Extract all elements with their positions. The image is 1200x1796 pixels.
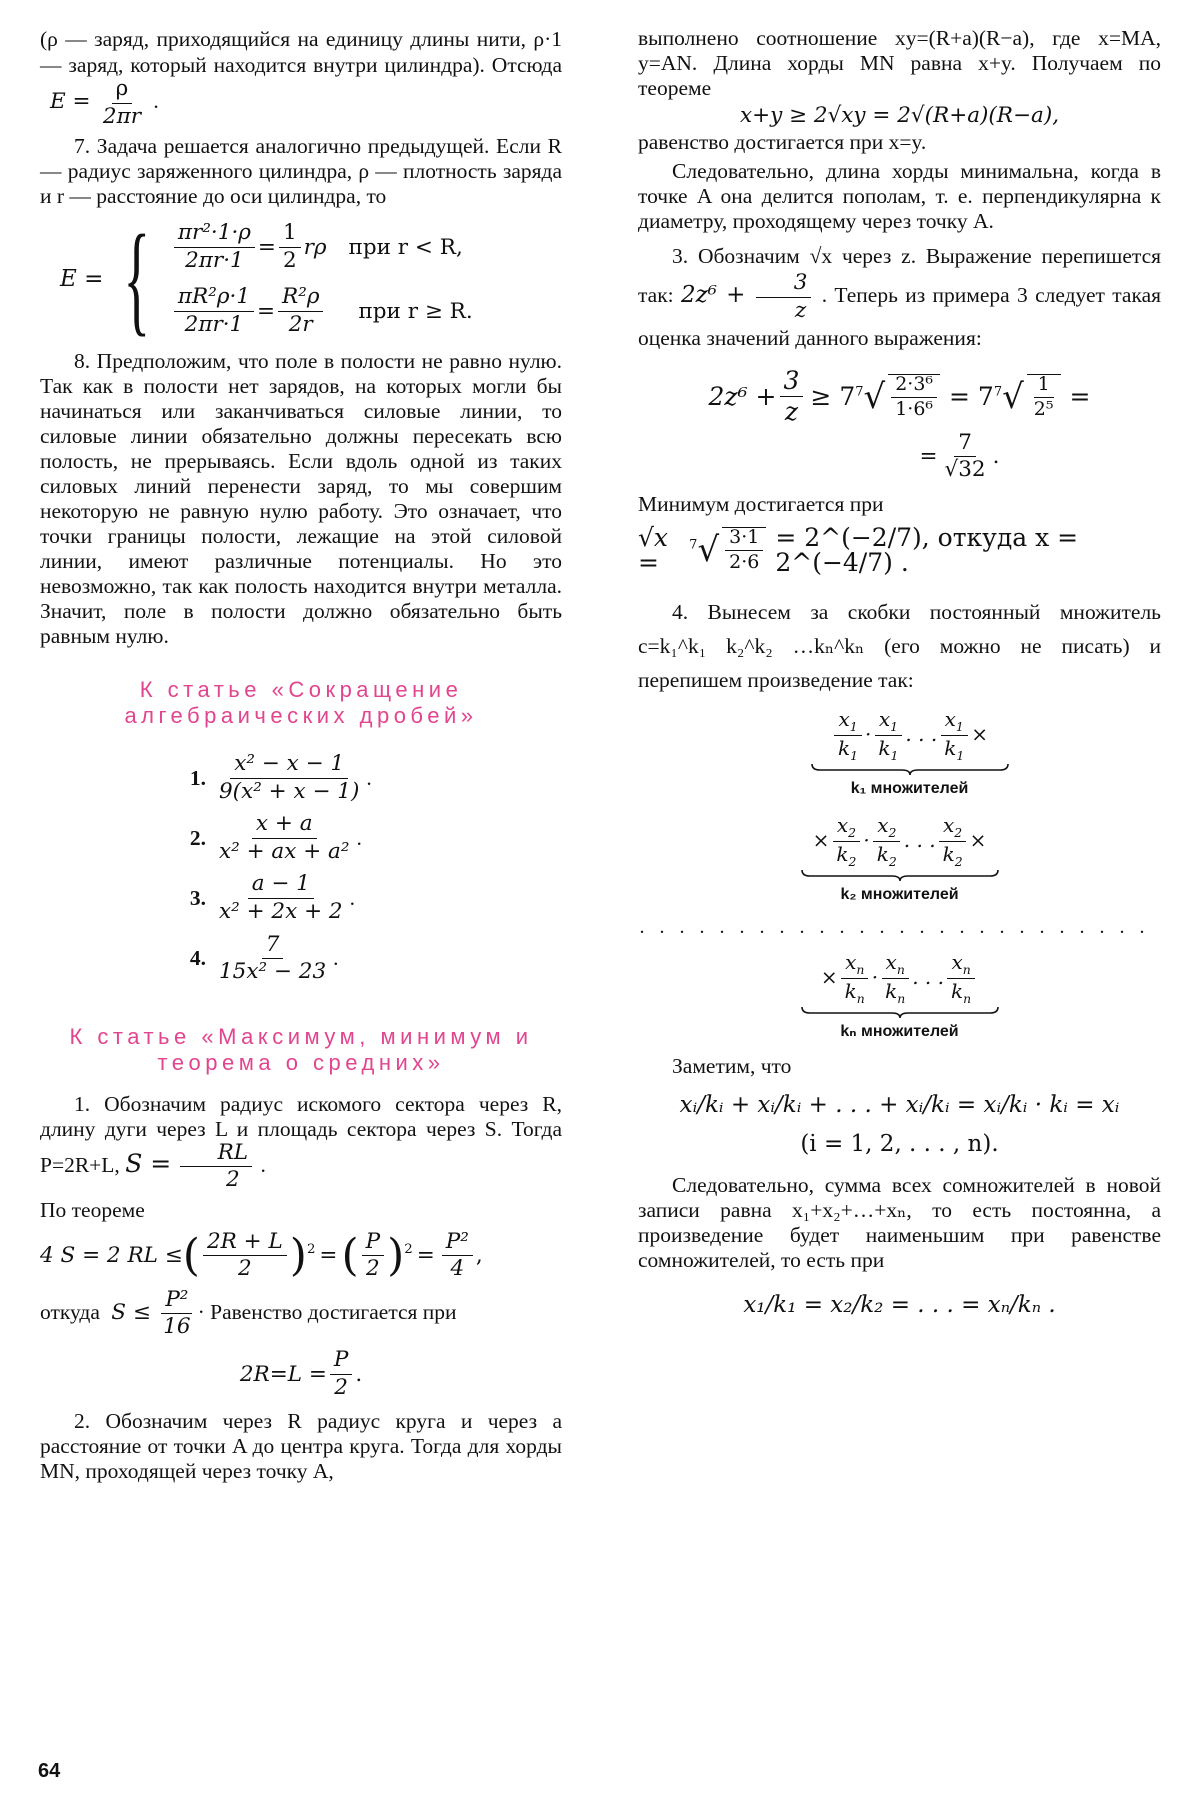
section-heading-fractions: К статье «Сокращение алгебраических дробей»: [124, 677, 478, 729]
m1-inequality: 4 S = 2 RL ≤ ( $\frac{2R + L}{2}$ ) $^2$ = ( $\frac{P}{2}$ ) $^2$ = $\frac{\text{P²}}{4}$ ,: [40, 1228, 483, 1282]
continuation-paragraph: (ρ — заряд, приходящийся на единицу длины нити, ρ·1 — заряд, который находится внутри цилиндра). Отсюда E = $\frac{\rho}{2\pi r}$ .: [40, 27, 562, 129]
answer-4: 4. $\frac{7}{\text{15x² − 23}}$ .: [189, 931, 339, 985]
r3-inequality: 2z⁶ + $\frac{3}{z}$ ≥ 7 $^7$√ $\frac{\text{2·3⁶}}{\text{1·6⁶}}$ = 7 $^7$√ $\frac{1}{\text{2⁵}}$ =: [708, 366, 1091, 427]
field-formula-fraction: $\frac{\rho}{2\pi r}$: [102, 76, 142, 129]
radical-icon: $^7$√: [689, 529, 720, 570]
dots-separator: ..........................: [639, 915, 1160, 938]
underbrace-icon: [800, 1005, 1000, 1019]
product-groups: [638, 706, 1161, 1044]
problem-7-piecewise: E = { $\frac{\text{πr²·1·ρ}}{2\pi r\cdot 1}$ = $\frac{1}{2}$ rρ при r < R, $\frac{\text{πR²ρ·1}}{2\pi r\cdot 1}$ = $\frac{\text{R²ρ}}{2r}$ при r ≥ R.: [60, 210, 473, 348]
r1-formula: x+y ≥ 2√xy = 2√(R+a)(R−a),: [739, 103, 1060, 128]
r3-minimum: Минимум достигается при: [638, 491, 884, 516]
case2-fraction: $\frac{\text{πR²ρ·1}}{2\pi r\cdot 1}$: [174, 286, 254, 336]
m2-text: 2. Обозначим через R радиус круга и через a расстояние от точки A до центра круга. Тогда для хорды MN, проходящей через точку A,: [40, 1409, 562, 1484]
group-1: $\frac{x_1}{k_1}$ · $\frac{x_1}{k_1}$ . . . $\frac{x_1}{k_1}$ × k₁ множителей: [810, 709, 1010, 801]
underbrace-icon: [800, 868, 1000, 882]
case1-fraction: $\frac{\text{πr²·1·ρ}}{2\pi r\cdot 1}$: [174, 222, 255, 272]
section-heading-maximum: К статье «Максимум, минимум и теорема о средних»: [69, 1023, 533, 1075]
final-formula: x₁/k₁ = x₂/k₂ = . . . = xₙ/kₙ .: [743, 1291, 1056, 1318]
left-column: [40, 26, 562, 1484]
answer-3: 3. $\frac{a - 1}{\text{x² + 2x + 2}}$ .: [189, 871, 355, 924]
page-number: 64: [38, 1760, 61, 1782]
case2-fraction-2: $\frac{\text{R²ρ}}{2r}$: [278, 286, 323, 336]
r3-minimum-formula: √x = $^7$√ $\frac{3\cdot 1}{2\cdot 6}$ = 2^(−2/7), откуда x = 2^(−4/7) .: [638, 522, 1079, 577]
case1-condition: при r < R,: [348, 234, 463, 260]
r1-text: выполнено соотношение xy=(R+a)(R−a), где x=MA, y=AN. Длина хорды MN равна x+y. Получаем по теореме: [638, 26, 1161, 100]
sum-range: (i = 1, 2, . . . , n).: [800, 1130, 999, 1157]
m1-whence: откуда S ≤ $\frac{\text{P²}}{16}$ · Равенство достигается при: [40, 1286, 457, 1340]
group-2: × $\frac{x_2}{k_2}$ · $\frac{x_2}{k_2}$ . . . $\frac{x_2}{k_2}$ × k₂ множителей: [800, 815, 1000, 907]
case1-half: $\frac{1}{2}$: [279, 222, 301, 272]
m1-theorem: По теореме: [40, 1197, 145, 1222]
m1-final: 2R=L = $\frac{P}{2}$ .: [239, 1347, 363, 1400]
problem-8-text: 8. Предположим, что поле в полости не равно нулю. Так как в полости нет зарядов, на которых могли бы начинаться или заканчиваться силовые линии, то силовые линии обязательно должны пересекать всю полость, не прерываясь. Если вдоль одной из таких силовых линий перенести заряд, то мы совершим некоторую не равную нулю работу. Это означает, что точки границы полости, лежащие на этой силовой линии, имеют различные потенциалы. Но это невозможно, так как полость находится внутри металла. Значит, поле в полости должно обязательно быть равным нулю.: [40, 349, 562, 649]
r5-text: Следовательно, сумма всех сомножителей в новой записи равна x₁+x₂+…+xₙ, то есть постоянна, а произведение будет наименьшим при равенстве сомножителей, то есть при: [638, 1172, 1161, 1272]
field-formula-lhs: E =: [50, 89, 91, 114]
continuation-text: (ρ — заряд, приходящийся на единицу длины нити, ρ·1 — заряд, который находится внутри цилиндра). Отсюда: [40, 27, 562, 77]
m1-text: 1. Обозначим радиус искомого сектора через R, длину дуги через L и площадь сектора через S. Тогда P=2R+L, S = $\frac{RL}{2}$ .: [40, 1091, 562, 1193]
r2-text: Следовательно, длина хорды минимальна, когда в точке A она делится пополам, т. е. перпендикулярна к диаметру, проходящему через точку A.: [638, 159, 1161, 233]
group-n: × $\frac{x_n}{k_n}$ · $\frac{x_n}{k_n}$ . . . $\frac{x_n}{k_n}$ kₙ множителей: [800, 952, 1000, 1044]
r3-text: 3. Обозначим √x через z. Выражение перепишется так: 2z⁶ + $\frac{3}{z}$ . Теперь из примера 3 следует такая оценка значений данного выражения:: [638, 244, 1162, 351]
piecewise-lhs: E =: [60, 265, 104, 292]
problem-7-text: 7. Задача решается аналогично предыдущей. Если R — радиус заряженного цилиндра, ρ — плотность заряда и r — расстояние до оси цилиндра, то: [40, 134, 562, 209]
right-column: [638, 26, 1161, 1318]
answers-list: [170, 753, 562, 984]
sum-formula: xᵢ/kᵢ + xᵢ/kᵢ + . . . + xᵢ/kᵢ = xᵢ/kᵢ · kᵢ = xᵢ: [679, 1091, 1120, 1118]
r1-tail: равенство достигается при x=y.: [638, 130, 927, 154]
case2-condition: при r ≥ R.: [358, 298, 473, 324]
note-text: Заметим, что: [672, 1053, 792, 1078]
r4-text: 4. Вынесем за скобки постоянный множитель c=k₁^k₁ k₂^k₂ …kₙ^kₙ (его можно не писать) и перепишем произведение так:: [638, 599, 1161, 692]
radical-icon: $^7$√: [993, 376, 1024, 417]
underbrace-icon: [810, 762, 1010, 776]
radical-icon: $^7$√: [855, 376, 886, 417]
r3-result: = $\frac{7}{√32}$ .: [919, 429, 1000, 483]
answer-1: 1. $\frac{\text{x² − x − 1}}{\text{9(x² + x − 1)}}$ .: [189, 751, 372, 804]
answer-2: 2. $\frac{x + a}{\text{x² + ax + a²}}$ .: [189, 811, 362, 864]
left-brace-icon: {: [123, 210, 151, 348]
